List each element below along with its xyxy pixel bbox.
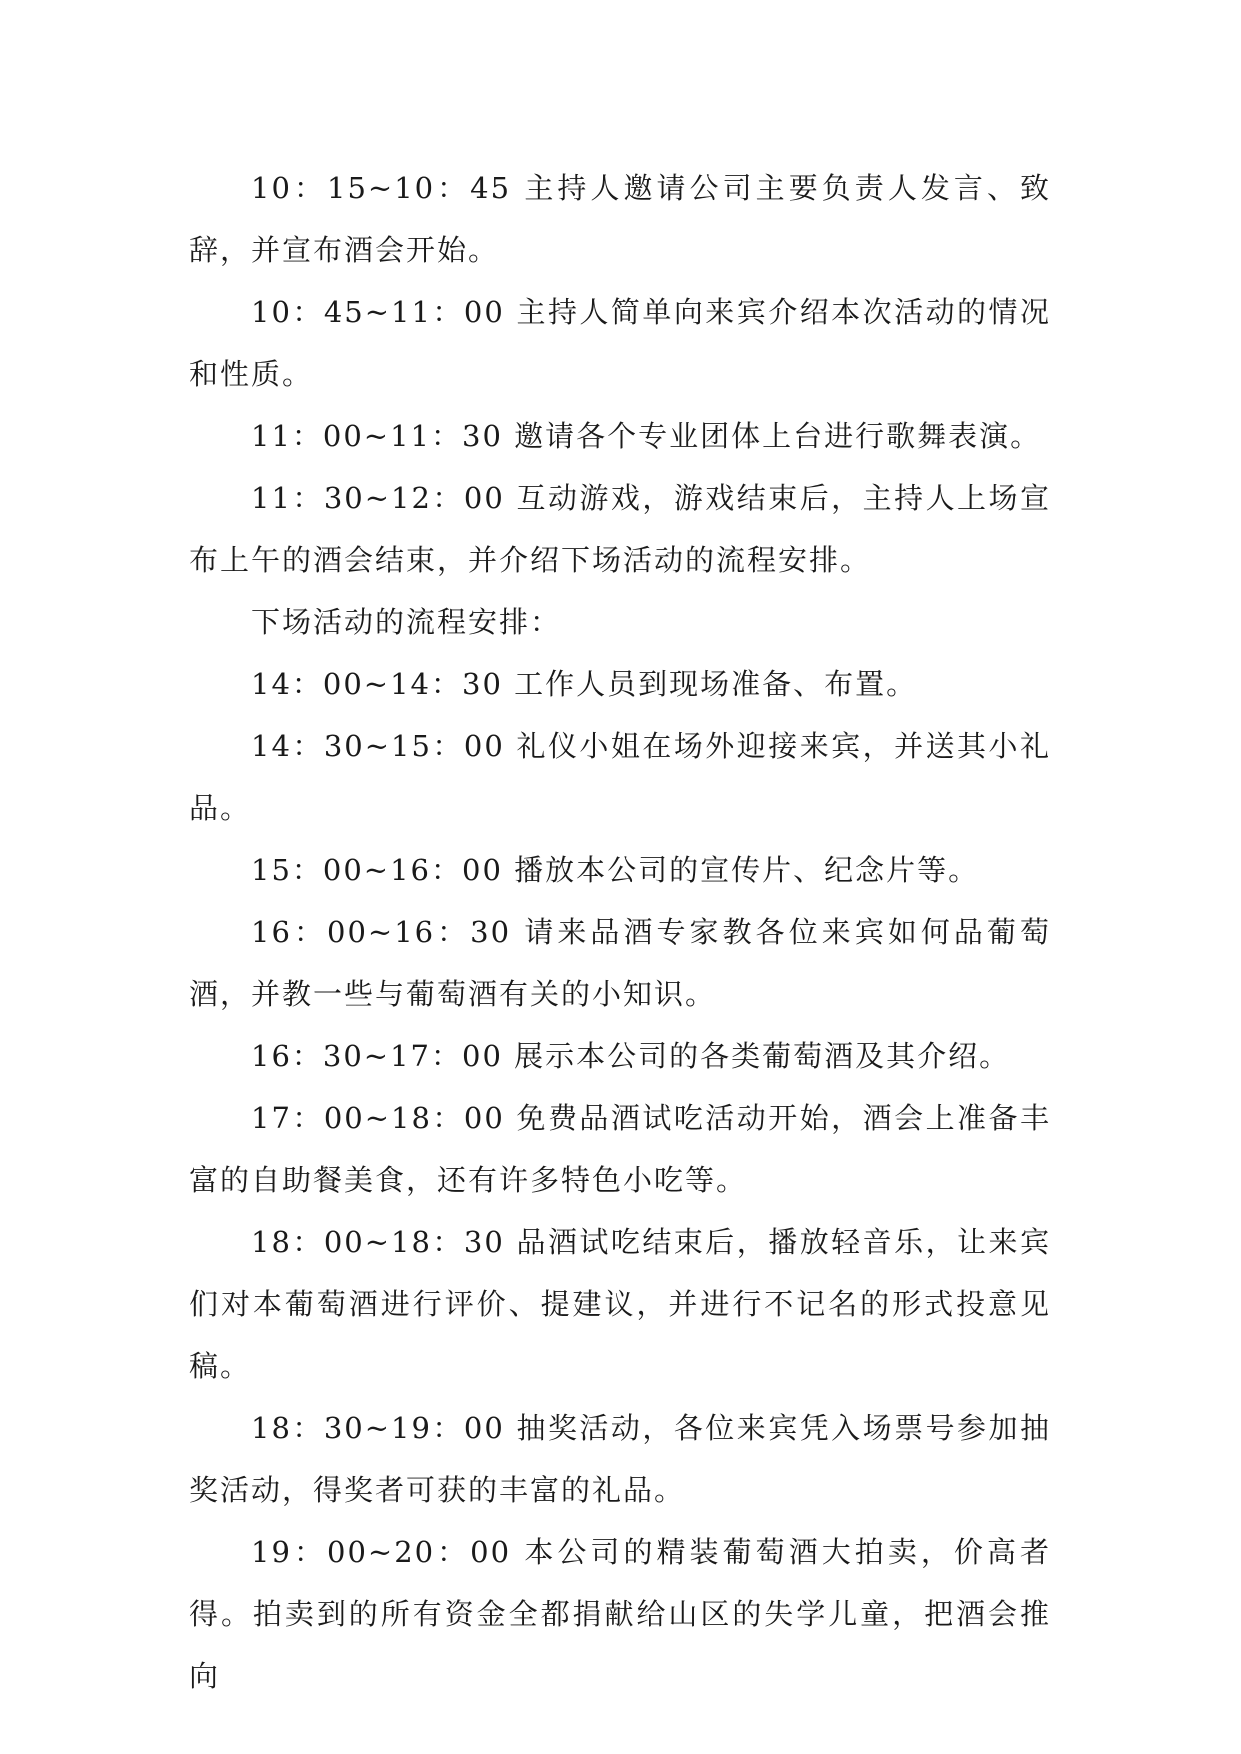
section-heading: 下场活动的流程安排： xyxy=(251,605,562,639)
document-body xyxy=(189,157,1051,1707)
paragraph: 10：45~11：00 主持人简单向来宾介绍本次活动的情况和性质。 xyxy=(189,295,1051,391)
paragraph: 16：30~17：00 展示本公司的各类葡萄酒及其介绍。 xyxy=(251,1039,1011,1073)
paragraph: 18：30~19：00 抽奖活动，各位来宾凭入场票号参加抽奖活动，得奖者可获的丰富的礼品。 xyxy=(189,1411,1051,1507)
paragraph: 14：00~14：30 工作人员到现场准备、布置。 xyxy=(251,667,918,701)
paragraph: 10：15~10：45 主持人邀请公司主要负责人发言、致辞，并宣布酒会开始。 xyxy=(189,171,1051,267)
paragraph: 11：00~11：30 邀请各个专业团体上台进行歌舞表演。 xyxy=(251,419,1042,453)
paragraph: 17：00~18：00 免费品酒试吃活动开始，酒会上准备丰富的自助餐美食，还有许多特色小吃等。 xyxy=(189,1101,1051,1197)
paragraph: 19：00~20：00 本公司的精装葡萄酒大拍卖，价高者得。拍卖到的所有资金全都捐献给山区的失学儿童，把酒会推向 xyxy=(189,1535,1051,1693)
paragraph: 15：00~16：00 播放本公司的宣传片、纪念片等。 xyxy=(251,853,980,887)
paragraph: 11：30~12：00 互动游戏，游戏结束后，主持人上场宣布上午的酒会结束，并介绍下场活动的流程安排。 xyxy=(189,481,1051,577)
paragraph: 18：00~18：30 品酒试吃结束后，播放轻音乐，让来宾们对本葡萄酒进行评价、提建议，并进行不记名的形式投意见稿。 xyxy=(189,1225,1051,1383)
paragraph: 14：30~15：00 礼仪小姐在场外迎接来宾，并送其小礼品。 xyxy=(189,729,1051,825)
paragraph: 16：00~16：30 请来品酒专家教各位来宾如何品葡萄酒，并教一些与葡萄酒有关的小知识。 xyxy=(189,915,1051,1011)
